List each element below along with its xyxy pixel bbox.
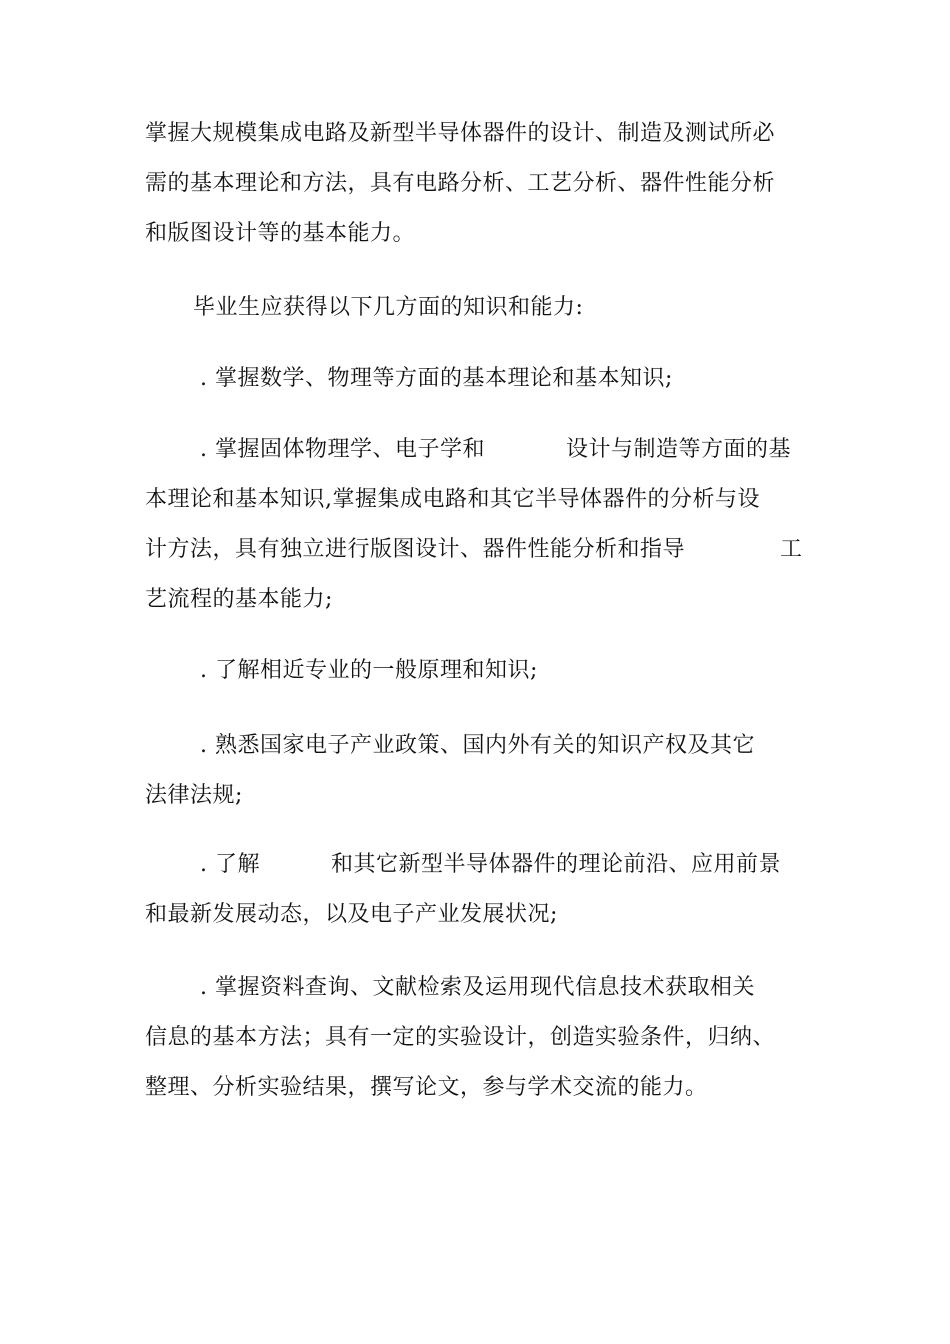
item-2-line-4: 艺流程的基本能力; [145,587,333,612]
requirements-heading: 毕业生应获得以下几方面的知识和能力: [193,295,584,320]
item-2-line-1a: . 掌握固体物理学、电子学和 [200,437,485,462]
item-1-line-1: . 掌握数学、物理等方面的基本理论和基本知识; [200,366,673,391]
item-2-line-3a: 计方法，具有独立进行版图设计、器件性能分析和指导 [145,537,686,562]
item-4-line-1: . 熟悉国家电子产业政策、国内外有关的知识产权及其它 [200,733,755,758]
item-3-line-1: . 了解相近专业的一般原理和知识; [200,658,538,683]
item-5-line-1a: . 了解 [200,852,260,877]
item-6-line-1: . 掌握资料查询、文献检索及运用现代信息技术获取相关 [200,975,755,1000]
item-5-line-2: 和最新发展动态，以及电子产业发展状况; [145,902,558,927]
item-6-line-3: 整理、分析实验结果，撰写论文，参与学术交流的能力。 [145,1075,708,1100]
item-4-line-2: 法律法规; [145,783,243,808]
intro-line-1: 掌握大规模集成电路及新型半导体器件的设计、制造及测试所必 [145,121,776,146]
item-6-line-2: 信息的基本方法；具有一定的实验设计，创造实验条件，归纳、 [145,1025,776,1050]
item-2-line-3b: 工 [780,537,803,562]
intro-line-3: 和版图设计等的基本能力。 [145,221,416,246]
item-2-line-1b: 设计与制造等方面的基 [566,437,792,462]
intro-line-2: 需的基本理论和方法，具有电路分析、工艺分析、器件性能分析 [145,171,776,196]
item-5-line-1b: 和其它新型半导体器件的理论前沿、应用前景 [331,852,782,877]
item-2-line-2: 本理论和基本知识,掌握集成电路和其它半导体器件的分析与设 [145,487,760,512]
